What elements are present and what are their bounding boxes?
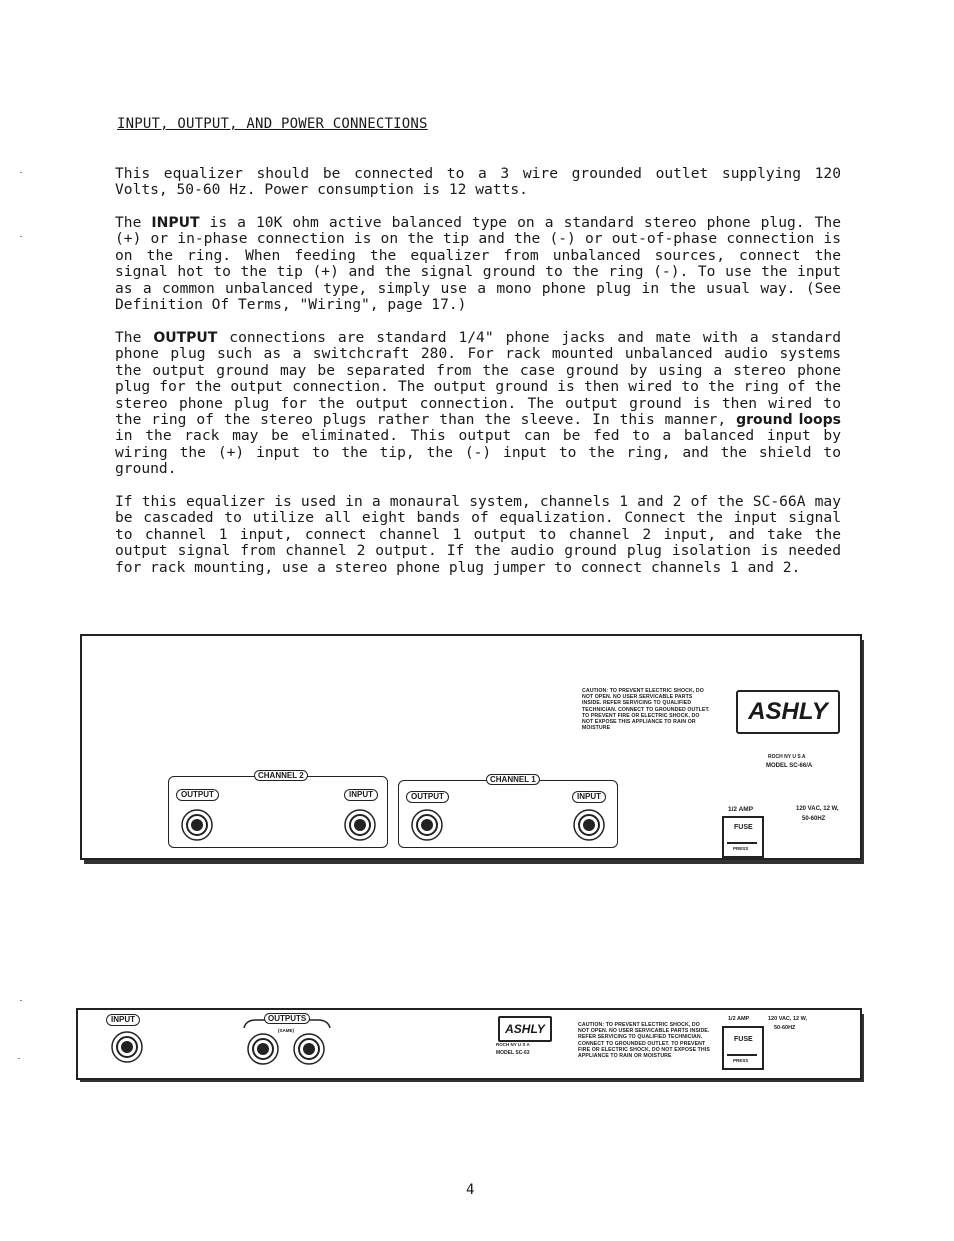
ch1-input-jack[interactable] (572, 808, 606, 842)
ch2-output-jack[interactable] (180, 808, 214, 842)
sc63-press-label: PRESS (733, 1058, 749, 1063)
ch1-output-jack[interactable] (410, 808, 444, 842)
scan-speck (18, 1058, 20, 1059)
scan-speck (20, 172, 22, 173)
sc63-output-jack-2[interactable] (292, 1032, 326, 1066)
sc66a-rear-panel (80, 634, 862, 860)
ashly-logo (736, 690, 840, 734)
sc63-logo-text: ASHLY (505, 1022, 545, 1036)
output-paragraph (115, 330, 841, 478)
sc63-model-label: MODEL SC-63 (496, 1050, 530, 1056)
ch2-input-jack[interactable] (343, 808, 377, 842)
scan-speck (20, 1000, 22, 1001)
sc63-input-jack[interactable] (110, 1030, 144, 1064)
ch2-output-label: OUTPUT (176, 789, 219, 801)
sc63-amp-label: 1/2 AMP (728, 1016, 750, 1022)
sc63-fuse-divider (727, 1054, 757, 1056)
output-paragraph-text: The (115, 329, 154, 346)
ch1-input-label: INPUT (572, 791, 606, 803)
channel-1-label: CHANNEL 1 (486, 774, 540, 785)
sc63-rear-panel (76, 1008, 862, 1080)
power-rating-label: 120 VAC, 12 W, (796, 806, 839, 812)
sc63-origin-label: ROCH NY U S A (496, 1042, 530, 1047)
sc63-fuse-label: FUSE (734, 1036, 753, 1043)
monaural-paragraph: If this equalizer is used in a monaural system, channels 1 and 2 of the SC-66A may be cascaded to utilize all eight bands of equalization. Connect the input signal to channel 1 input, connect channel 1 output to channel 2 input, and take the output signal from channel 2 output. If the audio ground plug isolation is needed for rack mounting, use a stereo phone plug jumper to connect channels 1 and 2. (115, 493, 841, 576)
origin-label: ROCH NY U S A (768, 754, 806, 760)
amp-rating-label: 1/2 AMP (728, 806, 754, 813)
sc63-output-jack-1[interactable] (246, 1032, 280, 1066)
fuse-divider (727, 842, 757, 844)
input-paragraph (115, 215, 841, 313)
fuse-label: FUSE (734, 824, 753, 831)
channel-2-label: CHANNEL 2 (254, 770, 308, 781)
model-label: MODEL SC-66/A (766, 763, 813, 769)
sc63-fuse-holder[interactable] (722, 1026, 764, 1070)
input-term: INPUT (151, 215, 200, 231)
outputs-label: OUTPUTS (264, 1013, 310, 1024)
output-paragraph-text: connections are standard 1/4" phone jacks and mate with a standard phone plug such as a switchcraft 280. For rack mounted unbalanced audio systems the output ground may be separated from the case ground by using a stereo phone plug for the output connection. The output ground is then wired to the ring of the stereo phone plug for the output connection. The output ground is then wired to the ring of the stereo plugs rather than the sleeve. In this manner, (115, 329, 841, 429)
page-number: 4 (466, 1182, 475, 1198)
power-paragraph: This equalizer should be connected to a 3 wire grounded outlet supplying 120 Volts, 50-60 Hz. Power consumption is 12 watts. (115, 165, 841, 199)
sc63-caution-label: CAUTION: TO PREVENT ELECTRIC SHOCK, DO NOT OPEN. NO USER SERVICABLE PARTS INSIDE. REFER SERVICING TO QUALIFIED TECHNICIAN. CONNECT TO GROUNDED OUTLET. TO PREVENT FIRE OR ELECTRIC SHOCK, DO NOT EXPOSE THIS APPLIANCE TO RAIN OR MOISTURE (578, 1022, 710, 1060)
ch1-output-label: OUTPUT (406, 791, 449, 803)
sc63-input-label: INPUT (106, 1014, 140, 1026)
output-paragraph-text: in the rack may be eliminated. This output can be fed to a balanced input by wiring the (+) input to the tip, the (-) input to the ring, and the shield to ground. (115, 427, 841, 478)
sc63-frequency-label: 50-60HZ (774, 1025, 796, 1031)
ch2-input-label: INPUT (344, 789, 378, 801)
press-label: PRESS (733, 846, 749, 851)
caution-label: CAUTION: TO PREVENT ELECTRIC SHOCK, DO NOT OPEN. NO USER SERVICABLE PARTS INSIDE. REFER SERVICING TO QUALIFIED TECHNICIAN. CONNECT TO GROUNDED OUTLET. TO PREVENT FIRE OR ELECTRIC SHOCK, DO NOT EXPOSE THIS APPLIANCE TO RAIN OR MOISTURE (582, 688, 710, 732)
same-label: (SAME) (278, 1028, 294, 1033)
ashly-logo-text: ASHLY (748, 698, 828, 725)
section-heading: INPUT, OUTPUT, AND POWER CONNECTIONS (117, 116, 428, 132)
frequency-label: 50-60HZ (802, 816, 826, 822)
sc63-ashly-logo (498, 1016, 552, 1042)
input-paragraph-text: The (115, 214, 152, 231)
scan-speck (20, 236, 22, 237)
output-term: OUTPUT (153, 330, 218, 346)
input-paragraph-text: is a 10K ohm active balanced type on a standard stereo phone plug. The (+) or in-phase connection is on the tip and the (-) or out-of-phase connection is on the ring. When feeding the equalizer from unbalanced sources, connect the signal hot to the tip (+) and the signal ground to the ring (-). To use the input as a common unbalanced type, simply use a mono phone plug in the usual way. (See Definition Of Terms, "Wiring", page 17.) (115, 214, 841, 314)
fuse-holder[interactable] (722, 816, 764, 858)
sc63-power-label: 120 VAC, 12 W, (768, 1016, 808, 1022)
ground-loops-term: ground loops (736, 412, 841, 429)
